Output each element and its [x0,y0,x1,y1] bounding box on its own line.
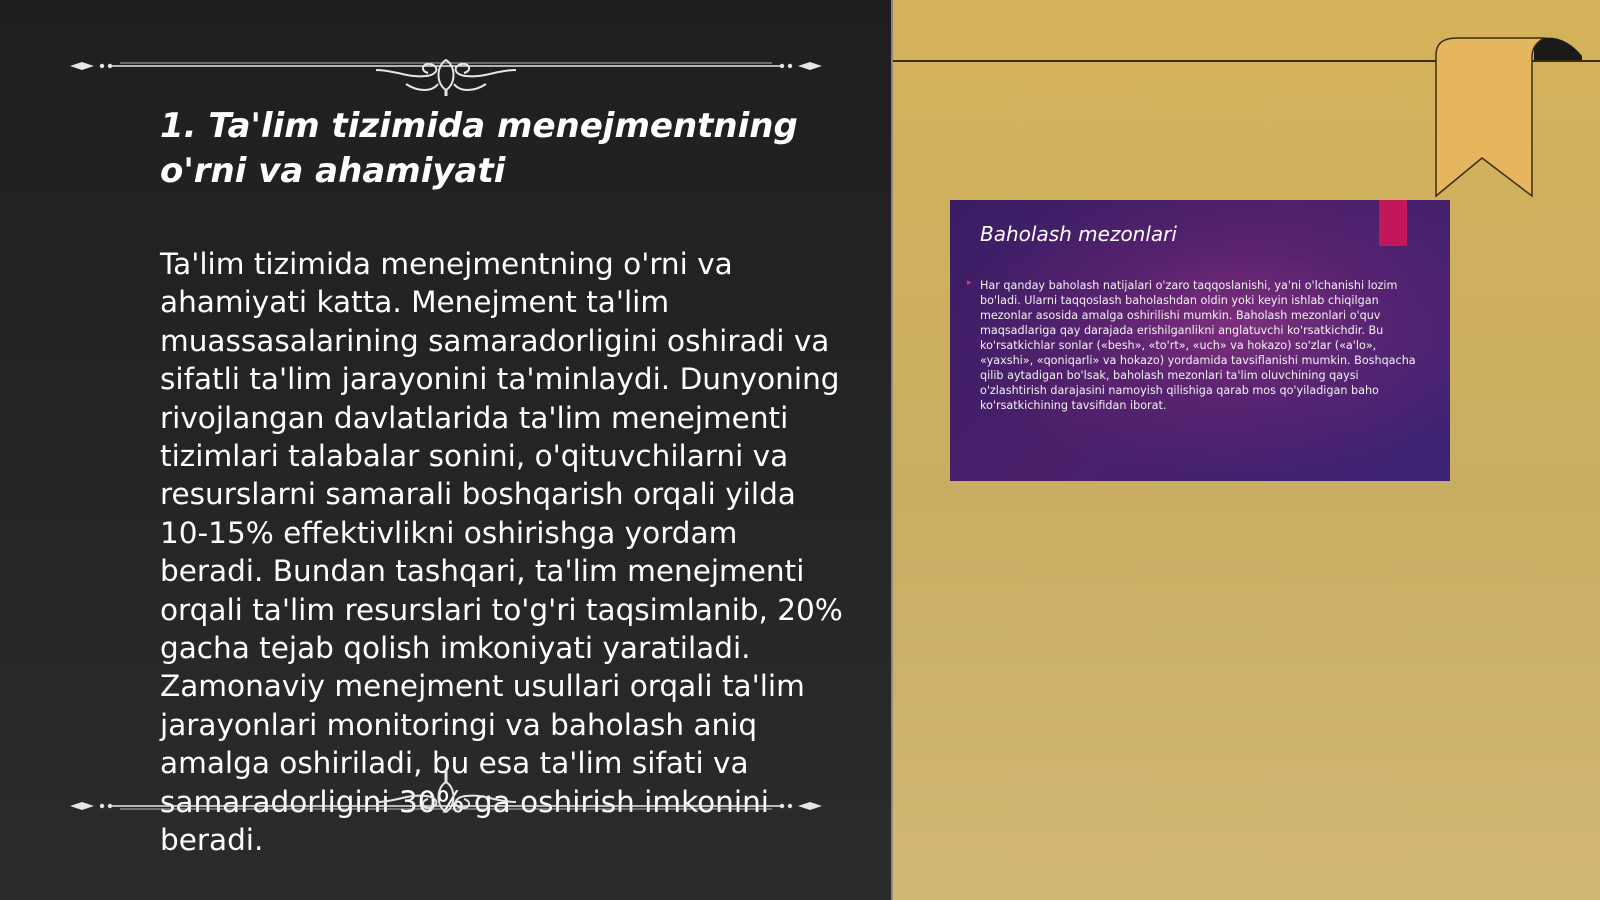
top-ornamental-divider-icon [66,36,826,96]
bookmark-ribbon-icon [1434,36,1584,198]
triangle-bullet-icon: ▸ [967,278,972,288]
slide-title: 1. Ta'lim tizimida menejmentning o'rni va ahamiyati [160,106,798,191]
thumbnail-text: Har qanday baholash natijalari o'zaro taqqoslanishi, ya'ni o'lchanishi lozim bo'ladi. Ularni taqqoslash baholashdan oldin yoki keyin ishlab chiqilgan mezonlar asosida amalga oshirilishi mumkin. Baholash mezonlari o'quv maqsadlariga qay darajada erishilganlikni anglatuvchi ko'rsatkichdir. Bu ko'rsatkichlar sonlar («besh», «to'rt», «uch» va hokazo) so'zlar («a'lo», «yaxshi», «qoniqarli» va hokazo) yordamida tavsiflanishi mumkin. Boshqacha qilib aytadigan bo'lsak, baholash mezonlari ta'lim oluvchining qaysi o'zlashtirish darajasini namoyish qilishiga qarab mos qo'yiladigan baho ko'rsatkichining tavsifidan iborat. [980,279,1416,412]
thumbnail-accent-bar [1379,200,1407,246]
bottom-ornamental-divider-icon [66,770,826,830]
thumbnail-title: Baholash mezonlari [980,222,1177,246]
slide-thumbnail[interactable] [950,200,1450,481]
slide-body-text: Ta'lim tizimida menejmentning o'rni va ahamiyati katta. Menejment ta'lim muassasalarining samaradorligini oshiradi va sifatli ta'lim jarayonini ta'minlaydi. Dunyoning rivojlangan davlatlarida ta'lim menejmenti tizimlari talabalar sonini, o'qituvchilarni va resurslarni samarali boshqarish orqali yilda 10-15% effektivlikni oshirishga yordam beradi. Bundan tashqari, ta'lim menejmenti orqali ta'lim resurslari to'g'ri taqsimlanib, 20% gacha tejab qolish imkoniyati yaratiladi. Zamonaviy menejment usullari orqali ta'lim jarayonlari monitoringi va baholash aniq amalga oshiriladi, bu esa ta'lim sifati va samaradorligini 30% ga oshirish imkonini beradi. [160,247,843,858]
